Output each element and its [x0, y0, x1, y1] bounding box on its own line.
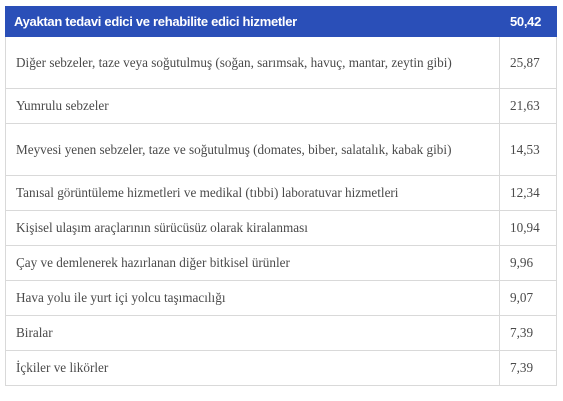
row-value: 12,34: [500, 176, 557, 211]
table-row: [6, 316, 557, 351]
data-table: [5, 6, 557, 386]
table-body: [6, 37, 557, 386]
row-value: 9,96: [500, 246, 557, 281]
row-value: 7,39: [500, 316, 557, 351]
header-value: 50,42: [500, 7, 557, 37]
row-label: Yumrulu sebzeler: [6, 89, 500, 124]
row-label: Hava yolu ile yurt içi yolcu taşımacılığı: [6, 281, 500, 316]
row-label: Meyvesi yenen sebzeler, taze ve soğutulmuş (domates, biber, salatalık, kabak gibi): [6, 124, 500, 176]
row-label: Diğer sebzeler, taze veya soğutulmuş (soğan, sarımsak, havuç, mantar, zeytin gibi): [6, 37, 500, 89]
row-value: 21,63: [500, 89, 557, 124]
row-value: 25,87: [500, 37, 557, 89]
table-row: [6, 37, 557, 89]
table-row: [6, 124, 557, 176]
header-label: Ayaktan tedavi edici ve rehabilite edici hizmetler: [6, 7, 500, 37]
header-row: [6, 7, 557, 37]
table-header: [6, 7, 557, 37]
row-label: Kişisel ulaşım araçlarının sürücüsüz olarak kiralanması: [6, 211, 500, 246]
row-label: Çay ve demlenerek hazırlanan diğer bitkisel ürünler: [6, 246, 500, 281]
table-row: [6, 246, 557, 281]
row-value: 14,53: [500, 124, 557, 176]
table-row: [6, 89, 557, 124]
table-row: [6, 211, 557, 246]
row-value: 9,07: [500, 281, 557, 316]
row-value: 7,39: [500, 351, 557, 386]
table-row: [6, 281, 557, 316]
data-table-container: [5, 6, 556, 386]
row-label: Tanısal görüntüleme hizmetleri ve medikal (tıbbi) laboratuvar hizmetleri: [6, 176, 500, 211]
table-row: [6, 351, 557, 386]
table-row: [6, 176, 557, 211]
row-value: 10,94: [500, 211, 557, 246]
row-label: Biralar: [6, 316, 500, 351]
row-label: İçkiler ve likörler: [6, 351, 500, 386]
